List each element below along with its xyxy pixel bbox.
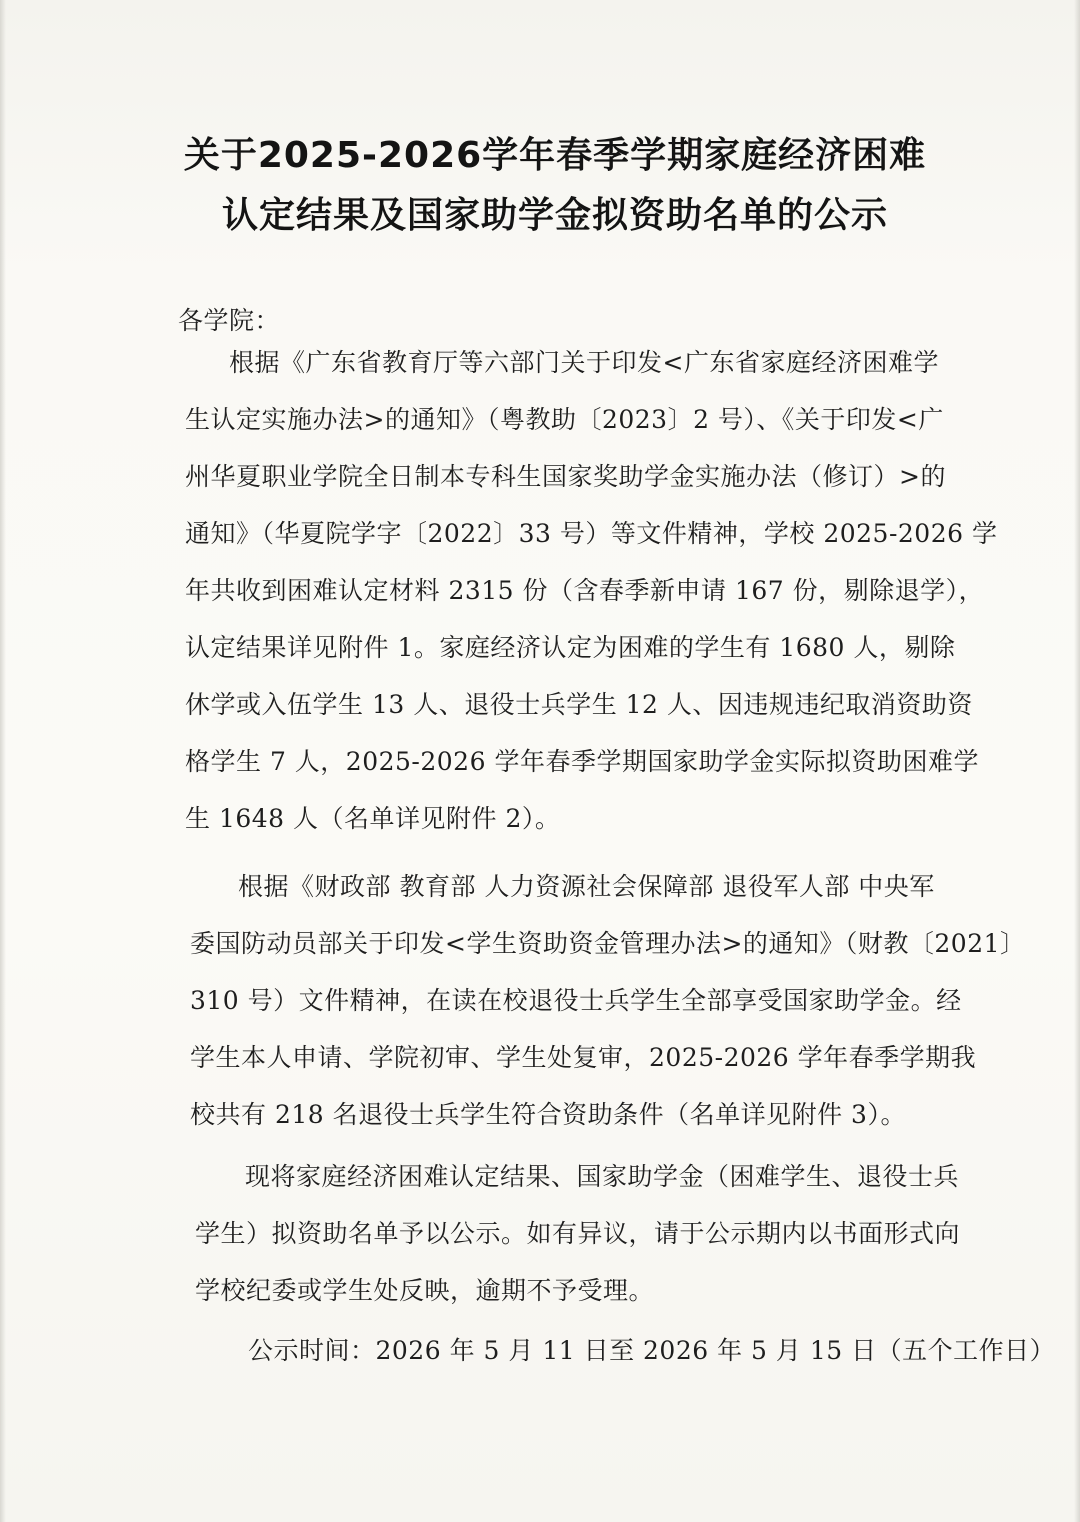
notice-period: 公示时间：2026 年 5 月 11 日至 2026 年 5 月 15 日（五个工作日） (248, 1336, 1056, 1365)
page-edge-right (1074, 0, 1080, 1522)
paragraph-line: 现将家庭经济困难认定结果、国家助学金（困难学生、退役士兵 (245, 1162, 960, 1191)
paragraph-line: 生认定实施办法>的通知》（粤教助〔2023〕2 号）、《关于印发<广 (185, 405, 944, 434)
paragraph-line: 通知》（华夏院学字〔2022〕33 号）等文件精神，学校 2025-2026 学 (185, 519, 998, 548)
page-edge-left (0, 0, 6, 1522)
paragraph-line: 休学或入伍学生 13 人、退役士兵学生 12 人、因违规违纪取消资助资 (185, 690, 973, 719)
paragraph-line: 根据《财政部 教育部 人力资源社会保障部 退役军人部 中央军 (238, 872, 935, 901)
title-line: 关于2025-2026学年春季学期家庭经济困难 (183, 135, 927, 176)
paragraph-line: 310 号）文件精神，在读在校退役士兵学生全部享受国家助学金。经 (190, 986, 962, 1015)
paragraph-line: 学生）拟资助名单予以公示。如有异议，请于公示期内以书面形式向 (195, 1219, 961, 1248)
paragraph-line: 格学生 7 人，2025-2026 学年春季学期国家助学金实际拟资助困难学 (185, 747, 979, 776)
paragraph-line: 委国防动员部关于印发<学生资助资金管理办法>的通知》（财教〔2021〕 (190, 929, 1026, 958)
document-title (120, 126, 990, 246)
salutation: 各学院： (178, 306, 281, 335)
paragraph-line: 学生本人申请、学院初审、学生处复审，2025-2026 学年春季学期我 (190, 1043, 977, 1072)
paragraph-line: 校共有 218 名退役士兵学生符合资助条件（名单详见附件 3）。 (190, 1100, 906, 1129)
paragraph-3 (195, 1148, 960, 1319)
title-line: 认定结果及国家助学金拟资助名单的公示 (221, 195, 888, 236)
paragraph-line: 生 1648 人（名单详见附件 2）。 (185, 804, 561, 833)
paragraph-line: 年共收到困难认定材料 2315 份（含春季新申请 167 份，剔除退学）， (185, 576, 985, 605)
paragraph-line: 根据《广东省教育厅等六部门关于印发<广东省家庭经济困难学 (229, 348, 939, 377)
paragraph-2 (190, 858, 1026, 1143)
paragraph-line: 学校纪委或学生处反映，逾期不予受理。 (195, 1276, 655, 1305)
paragraph-1 (185, 334, 997, 847)
paragraph-line: 州华夏职业学院全日制本专科生国家奖助学金实施办法（修订）>的 (185, 462, 946, 491)
paragraph-line: 认定结果详见附件 1。家庭经济认定为困难的学生有 1680 人，剔除 (185, 633, 956, 662)
